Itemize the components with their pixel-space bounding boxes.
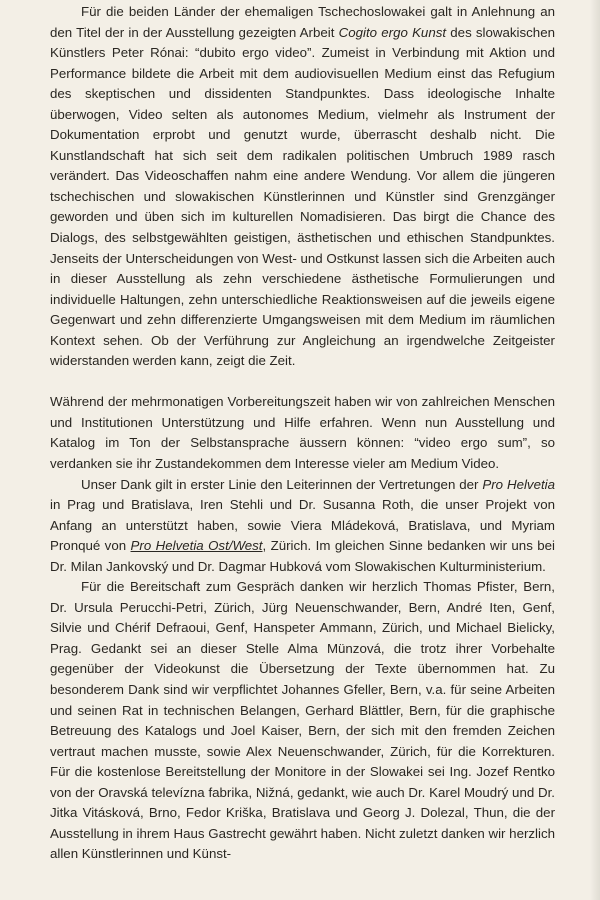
text-run: Für die beiden Länder der ehemaligen Tschechoslowakei galt in Anlehnung an den Titel der in der Ausstellung gezeigten Arbeit xyxy=(50,4,555,40)
body-text xyxy=(50,0,555,865)
page-edge-shadow xyxy=(590,0,600,900)
text-run: , Zürich. Im gleichen Sinne bedanken wir uns bei Dr. Milan Jankovský und Dr. Dagmar Hubková vom Slowakischen Kulturministerium. xyxy=(50,538,555,574)
text-run: Während der mehrmonatigen Vorbereitungszeit haben wir von zahlreichen Menschen und Institutionen Unterstützung und Hilfe erfahren. Wenn nun Ausstellung und Katalog im Ton der Selbstansprache äussern können: “video ergo sum”, so verdanken sie ihr Zustandekommen dem Interesse vieler am Medium Video. xyxy=(50,394,555,471)
text-run: Für die Bereitschaft zum Gespräch danken wir herzlich Thomas Pfister, Bern, Dr. Ursula Perucchi-Petri, Zürich, Jürg Neuenschwander, Bern, André Iten, Genf, Silvie und Chérif Defraoui, Genf, Hanspeter Ammann, Zürich, und Michael Bielicky, Prag. Gedankt sei an dieser Stelle Alma Münzová, die trotz ihrer Vorbehalte gegenüber der Videokunst die Übersetzung der Texte übernommen hat. Zu besonderem Dank sind wir verpflichtet Johannes Gfeller, Bern, v.a. für seine Arbeiten und seinen Rat in technischen Belangen, Gerhard Blättler, Bern, für die graphische Betreuung des Katalogs und Joel Kaiser, Bern, der sich mit den fremden Zeichen vertraut machen musste, sowie Alex Neuenschwander, Zürich, für die Korrekturen. Für die kostenlose Bereitstellung der Monitore in der Slowakei sei Ing. Jozef Rentko von der Oravská televízna fabrika, Nižná, gedankt, wie auch Dr. Karel Moudrý und Dr. Jitka Vitásková, Brno, Fedor Kriška, Bratislava und Georg J. Dolezal, Thun, die der Ausstellung in ihrem Haus Gastrecht gewährt haben. Nicht zuletzt danken wir herzlich allen Künstlerinnen und Künst- xyxy=(50,579,555,862)
paragraph-thanks-individuals xyxy=(50,577,555,865)
text-run: des slowakischen Künstlers Peter Rónai: “dubito ergo video”. Zumeist in Verbindung mit Aktion und Performance bildete die Arbeit mit dem audiovisuellen Medium einst das Refugium des skeptischen und dissidenten Standpunktes. Dass ideologische Inhalte überwogen, Video selten als autonomes Medium, vielmehr als Instrument der Dokumentation erprobt und genutzt wurde, überrascht deshalb nicht. Die Kunstlandschaft hat sich seit dem radikalen politischen Umbruch 1989 rasch verändert. Das Videoschaffen nahm eine andere Wendung. Vor allem die jüngeren tschechischen und slowakischen Künstlerinnen und Künstler sind Grenzgänger geworden und üben sich im kulturellen Nomadisieren. Das birgt die Chance des Dialogs, des selbstgewählten geistigen, ästhetischen und ethischen Standpunktes. Jenseits der Unterscheidungen von West- und Ostkunst lassen sich die Arbeiten auch in dieser Ausstellung als zehn verschiedene ästhetische Formulierungen und individuelle Haltungen, zehn unterschiedliche Reaktionsweisen auf die jeweils eigene Gegenwart und zehn differenzierte Umgangsweisen mit dem Medium im räumlichen Kontext sehen. Ob der Verführung zur Angleichung an irgendwelche Zeitgeister widerstanden werden kann, zeigt die Zeit. xyxy=(50,24,555,369)
paragraph-thanks-pro-helvetia xyxy=(50,475,555,578)
text-run: in Prag und Bratislava, Iren Stehli und Dr. Susanna Roth, die unser Projekt von Anfang an unterstützt haben, sowie Viera Mládeková, Bratislava, und Myriam Pronqué von xyxy=(50,497,555,554)
paragraph-preparation xyxy=(50,392,555,474)
italic-title: Pro Helvetia xyxy=(482,476,556,492)
italic-title: Cogito ergo Kunst xyxy=(338,24,447,40)
italic-title: Pro Helvetia Ost/West xyxy=(130,538,263,554)
text-run: Unser Dank gilt in erster Linie den Leiterinnen der Vertretungen der xyxy=(81,476,483,492)
paragraph-intro xyxy=(50,0,555,372)
